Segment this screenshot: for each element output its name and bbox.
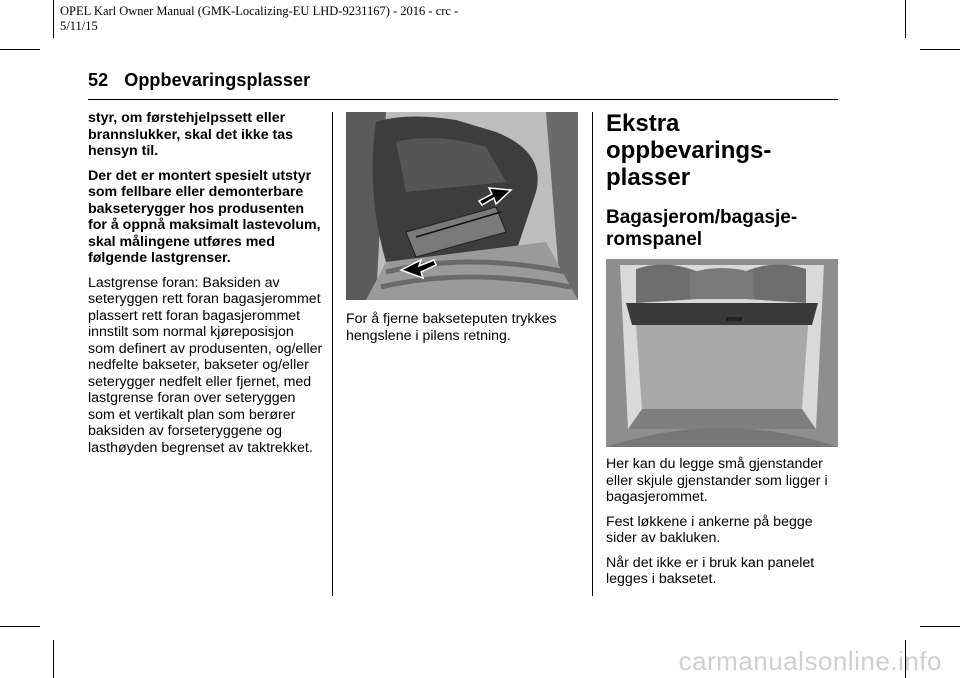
cargo-cover-figure [606,259,838,447]
column-3-body [606,456,842,596]
column-divider [332,112,333,596]
figure-caption: For å fjerne bakseteputen trykkes hengslene i pilens retning. [346,311,557,344]
crop-mark [53,640,54,678]
crop-mark [920,626,960,627]
crop-mark [0,49,40,50]
document-header: OPEL Karl Owner Manual (GMK-Localizing-EU LHD-9231167) - 2016 - crc - 5/11/15 [60,4,459,33]
crop-mark [905,0,906,38]
cargo-cover-illustration [606,259,838,447]
page-heading [88,70,310,91]
heading-2: Bagasjerom/bagasjeromspanel [606,207,798,250]
rear-seat-illustration [346,112,578,300]
section-title: Oppbevaringsplasser [124,70,311,90]
column-1 [88,110,324,464]
column-divider [592,112,593,596]
heading-1: Ekstra oppbevaringsplasser [606,110,772,191]
page-number: 52 [88,70,109,90]
crop-mark [0,626,40,627]
paragraph: styr, om førstehjelpssett eller brannslukker, skal det ikke tas hensyn til. [88,110,294,159]
crop-mark [53,0,54,38]
paragraph: Her kan du legge små gjenstander eller skjule gjenstander som ligger i bagasjerommet. [606,456,828,505]
crop-mark [920,49,960,50]
paragraph: Der det er montert spesielt utstyr som fellbare eller demonterbare bakseterygger hos produsenten for å oppnå maksimalt lastevolum, skal målingene utføres med følgende lastgrenser. [88,167,321,266]
column-2 [346,311,582,352]
rear-seat-figure [346,112,578,300]
paragraph: Når det ikke er i bruk kan panelet legges i baksetet. [606,554,815,587]
paragraph: Lastgrense foran: Baksiden av seteryggen rett foran bagasjerommet plassert rett foran bagasjerommet innstilt som normal kjøreposisjon som definert av produsenten, og/eller nedfelte bakseter, bakseter og/eller seterygger nedfelt eller fjernet, med lastgrense foran over seteryggen som et vertikalt plan som berører baksiden av forseteryggene og lasthøyden begrenset av taktrekket. [88,274,323,456]
header-rule [88,99,838,100]
paragraph: Fest løkkene i ankerne på begge sider av bakluken. [606,513,813,546]
watermark: carmanualsonline.info [678,646,942,676]
